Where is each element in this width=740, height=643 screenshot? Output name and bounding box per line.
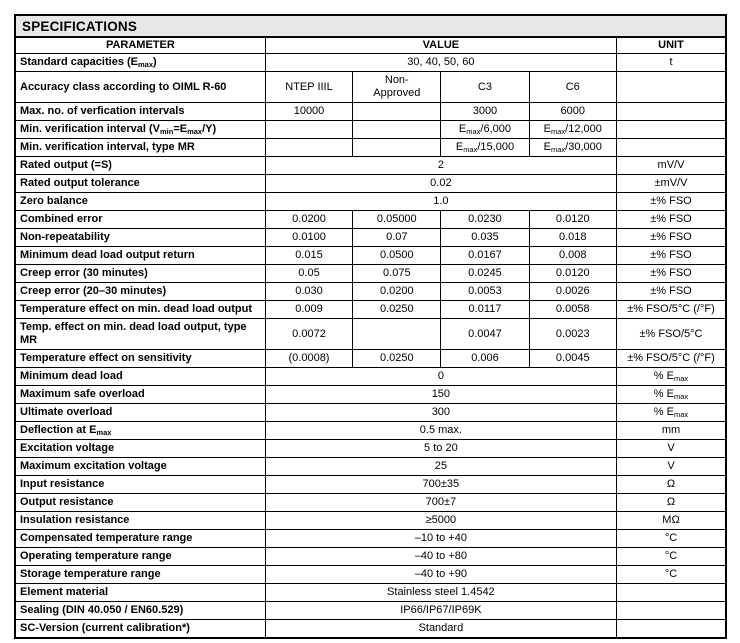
value-cell: 25 bbox=[265, 458, 616, 476]
column-header-unit: UNIT bbox=[616, 37, 726, 54]
table-row bbox=[15, 175, 726, 193]
unit-cell: V bbox=[616, 440, 726, 458]
table-row bbox=[15, 512, 726, 530]
param-cell: Rated output tolerance bbox=[15, 175, 265, 193]
unit-cell: ±% FSO/5°C bbox=[616, 319, 726, 350]
table-row bbox=[15, 229, 726, 247]
table-row bbox=[15, 283, 726, 301]
param-cell: Storage temperature range bbox=[15, 566, 265, 584]
table-row bbox=[15, 602, 726, 620]
unit-cell: ±% FSO bbox=[616, 193, 726, 211]
value-cell: 0.0245 bbox=[441, 265, 529, 283]
value-cell: 0.0026 bbox=[529, 283, 616, 301]
value-cell: 0.05000 bbox=[353, 211, 441, 229]
param-cell: Compensated temperature range bbox=[15, 530, 265, 548]
value-cell: 150 bbox=[265, 386, 616, 404]
value-cell: 0 bbox=[265, 368, 616, 386]
table-row bbox=[15, 247, 726, 265]
unit-cell: Ω bbox=[616, 494, 726, 512]
unit-cell: % $E_{max}$ bbox=[616, 368, 726, 386]
value-cell: 300 bbox=[265, 404, 616, 422]
table-row bbox=[15, 301, 726, 319]
param-cell: Maximum safe overload bbox=[15, 386, 265, 404]
value-cell: NTEP IIIL bbox=[265, 72, 352, 103]
unit-cell: ±% FSO bbox=[616, 211, 726, 229]
value-cell: 0.5 max. bbox=[265, 422, 616, 440]
unit-cell: V bbox=[616, 458, 726, 476]
unit-cell: MΩ bbox=[616, 512, 726, 530]
value-cell: 0.0200 bbox=[353, 283, 441, 301]
unit-cell: % $E_{max}$ bbox=[616, 386, 726, 404]
value-cell: C6 bbox=[529, 72, 616, 103]
value-cell: 5 to 20 bbox=[265, 440, 616, 458]
value-cell: –10 to +40 bbox=[265, 530, 616, 548]
value-cell: 0.0120 bbox=[529, 265, 616, 283]
value-cell: IP66/IP67/IP69K bbox=[265, 602, 616, 620]
param-cell: Min. verification interval $(V_{min}=E_{max}/Y)$ bbox=[15, 121, 265, 139]
unit-cell: ±% FSO bbox=[616, 283, 726, 301]
value-cell: Stainless steel 1.4542 bbox=[265, 584, 616, 602]
value-cell: 0.0053 bbox=[441, 283, 529, 301]
param-cell: Ultimate overload bbox=[15, 404, 265, 422]
table-row bbox=[15, 494, 726, 512]
value-cell: 10000 bbox=[265, 103, 352, 121]
table-row bbox=[15, 548, 726, 566]
table-row bbox=[15, 350, 726, 368]
value-cell bbox=[265, 139, 352, 157]
value-cell: 700±7 bbox=[265, 494, 616, 512]
value-cell: 0.030 bbox=[265, 283, 352, 301]
param-cell: Accuracy class according to OIML R-60 bbox=[15, 72, 265, 103]
value-cell: 0.0500 bbox=[353, 247, 441, 265]
value-cell: 0.015 bbox=[265, 247, 352, 265]
table-row bbox=[15, 103, 726, 121]
value-cell: $E_{max}/6,000$ bbox=[441, 121, 529, 139]
value-cell bbox=[353, 121, 441, 139]
param-cell: Creep error (30 minutes) bbox=[15, 265, 265, 283]
param-cell: Zero balance bbox=[15, 193, 265, 211]
param-cell: Excitation voltage bbox=[15, 440, 265, 458]
value-cell: 0.018 bbox=[529, 229, 616, 247]
param-cell: Min. verification interval, type MR bbox=[15, 139, 265, 157]
table-row bbox=[15, 211, 726, 229]
unit-cell: ±% FSO bbox=[616, 247, 726, 265]
spec-table-body bbox=[15, 54, 726, 639]
value-cell: 0.0120 bbox=[529, 211, 616, 229]
value-cell: ≥5000 bbox=[265, 512, 616, 530]
param-cell: Output resistance bbox=[15, 494, 265, 512]
unit-cell: ±% FSO bbox=[616, 229, 726, 247]
value-cell: 0.07 bbox=[353, 229, 441, 247]
value-cell bbox=[353, 139, 441, 157]
param-cell: Element material bbox=[15, 584, 265, 602]
value-cell: Standard bbox=[265, 620, 616, 639]
value-cell: C3 bbox=[441, 72, 529, 103]
value-cell: 0.0023 bbox=[529, 319, 616, 350]
value-cell: 0.0250 bbox=[353, 350, 441, 368]
value-cell: 0.0058 bbox=[529, 301, 616, 319]
param-cell: Minimum dead load output return bbox=[15, 247, 265, 265]
unit-cell: °C bbox=[616, 548, 726, 566]
unit-cell bbox=[616, 584, 726, 602]
value-cell: 0.0250 bbox=[353, 301, 441, 319]
table-row bbox=[15, 530, 726, 548]
unit-cell bbox=[616, 103, 726, 121]
table-row bbox=[15, 476, 726, 494]
unit-cell bbox=[616, 602, 726, 620]
param-cell: Input resistance bbox=[15, 476, 265, 494]
value-cell: 2 bbox=[265, 157, 616, 175]
value-cell: 1.0 bbox=[265, 193, 616, 211]
table-row bbox=[15, 54, 726, 72]
value-cell: 0.075 bbox=[353, 265, 441, 283]
value-cell: 6000 bbox=[529, 103, 616, 121]
table-row bbox=[15, 386, 726, 404]
table-row bbox=[15, 139, 726, 157]
param-cell: Deflection at $E_{max}$ bbox=[15, 422, 265, 440]
value-cell: Non- Approved bbox=[353, 72, 441, 103]
column-header-value: VALUE bbox=[265, 37, 616, 54]
param-cell: Sealing (DIN 40.050 / EN60.529) bbox=[15, 602, 265, 620]
table-title: SPECIFICATIONS bbox=[15, 15, 726, 37]
table-row bbox=[15, 584, 726, 602]
value-cell: 0.0045 bbox=[529, 350, 616, 368]
specifications-table bbox=[14, 14, 727, 639]
unit-cell: ±mV/V bbox=[616, 175, 726, 193]
table-row bbox=[15, 422, 726, 440]
unit-cell: mm bbox=[616, 422, 726, 440]
unit-cell bbox=[616, 620, 726, 639]
value-cell: 0.0117 bbox=[441, 301, 529, 319]
value-cell bbox=[353, 319, 441, 350]
table-title-row bbox=[15, 15, 726, 37]
value-cell: 0.0167 bbox=[441, 247, 529, 265]
value-cell: 0.0100 bbox=[265, 229, 352, 247]
unit-cell: °C bbox=[616, 566, 726, 584]
value-cell: 700±35 bbox=[265, 476, 616, 494]
param-cell: Max. no. of verfication intervals bbox=[15, 103, 265, 121]
value-cell: 0.035 bbox=[441, 229, 529, 247]
param-cell: Temperature effect on min. dead load output bbox=[15, 301, 265, 319]
value-cell bbox=[353, 103, 441, 121]
value-cell: $E_{max}/15,000$ bbox=[441, 139, 529, 157]
table-row bbox=[15, 157, 726, 175]
param-cell: Standard capacities $(E_{max})$ bbox=[15, 54, 265, 72]
param-cell: Insulation resistance bbox=[15, 512, 265, 530]
unit-cell: ±% FSO bbox=[616, 265, 726, 283]
value-cell: 0.0047 bbox=[441, 319, 529, 350]
value-cell: 0.02 bbox=[265, 175, 616, 193]
table-row bbox=[15, 440, 726, 458]
table-row bbox=[15, 72, 726, 103]
unit-cell bbox=[616, 121, 726, 139]
value-cell: 0.0200 bbox=[265, 211, 352, 229]
value-cell bbox=[265, 121, 352, 139]
column-header-row bbox=[15, 37, 726, 54]
table-row bbox=[15, 319, 726, 350]
value-cell: $E_{max}/30,000$ bbox=[529, 139, 616, 157]
unit-cell bbox=[616, 139, 726, 157]
table-row bbox=[15, 566, 726, 584]
value-cell: 0.009 bbox=[265, 301, 352, 319]
value-cell: –40 to +90 bbox=[265, 566, 616, 584]
param-cell: Operating temperature range bbox=[15, 548, 265, 566]
value-cell: 3000 bbox=[441, 103, 529, 121]
value-cell: –40 to +80 bbox=[265, 548, 616, 566]
value-cell: 0.006 bbox=[441, 350, 529, 368]
value-cell: 0.008 bbox=[529, 247, 616, 265]
unit-cell bbox=[616, 72, 726, 103]
param-cell: Temp. effect on min. dead load output, type MR bbox=[15, 319, 265, 350]
unit-cell: ±% FSO/5°C (/°F) bbox=[616, 301, 726, 319]
param-cell: Minimum dead load bbox=[15, 368, 265, 386]
table-row bbox=[15, 368, 726, 386]
value-cell: 0.0230 bbox=[441, 211, 529, 229]
param-cell: Rated output (=S) bbox=[15, 157, 265, 175]
value-cell: $E_{max}/12,000$ bbox=[529, 121, 616, 139]
param-cell: Combined error bbox=[15, 211, 265, 229]
table-row bbox=[15, 404, 726, 422]
unit-cell: mV/V bbox=[616, 157, 726, 175]
table-row bbox=[15, 193, 726, 211]
column-header-parameter: PARAMETER bbox=[15, 37, 265, 54]
unit-cell: ±% FSO/5°C (/°F) bbox=[616, 350, 726, 368]
value-cell: 0.05 bbox=[265, 265, 352, 283]
param-cell: Non-repeatability bbox=[15, 229, 265, 247]
unit-cell: Ω bbox=[616, 476, 726, 494]
table-row bbox=[15, 121, 726, 139]
unit-cell: °C bbox=[616, 530, 726, 548]
table-row bbox=[15, 458, 726, 476]
table-row bbox=[15, 265, 726, 283]
param-cell: Creep error (20–30 minutes) bbox=[15, 283, 265, 301]
unit-cell: t bbox=[616, 54, 726, 72]
table-row bbox=[15, 620, 726, 639]
param-cell: SC-Version (current calibration*) bbox=[15, 620, 265, 639]
unit-cell: % $E_{max}$ bbox=[616, 404, 726, 422]
param-cell: Maximum excitation voltage bbox=[15, 458, 265, 476]
value-cell: 0.0072 bbox=[265, 319, 352, 350]
value-cell: (0.0008) bbox=[265, 350, 352, 368]
param-cell: Temperature effect on sensitivity bbox=[15, 350, 265, 368]
value-cell: 30, 40, 50, 60 bbox=[265, 54, 616, 72]
